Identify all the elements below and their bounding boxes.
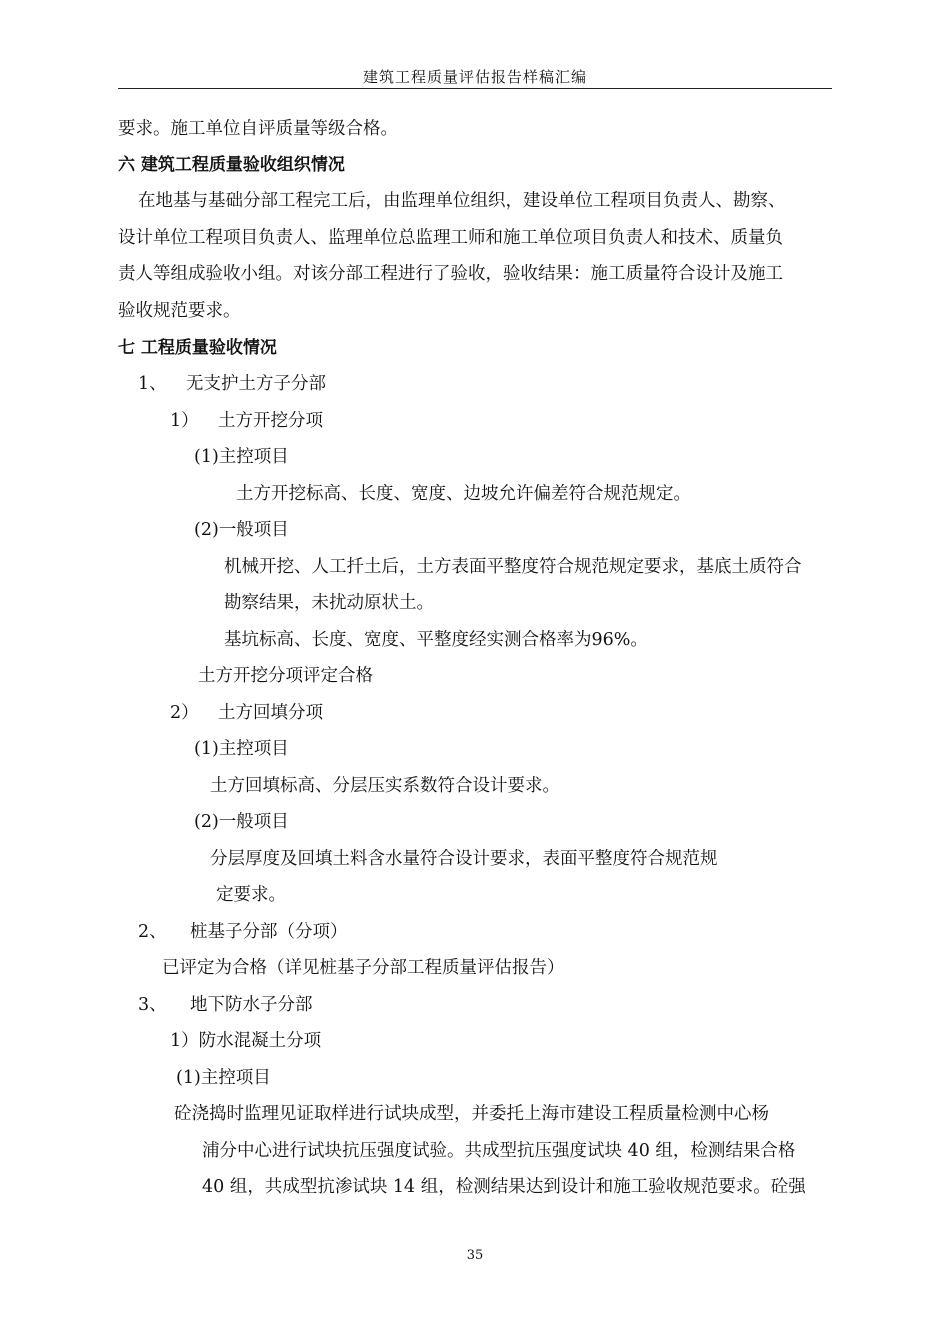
page-number: 35 [466, 1248, 484, 1263]
item-number: 2） [170, 703, 199, 723]
header-rule [118, 88, 832, 89]
body-line: 40 组，共成型抗渗试块 14 组，检测结果达到设计和施工验收规范要求。砼强 [202, 1177, 806, 1197]
item-number: 1） [170, 411, 199, 431]
item-title: 无支护土方子分部 [186, 374, 326, 394]
item-title: 桩基子分部（分项） [190, 922, 348, 942]
body-line: 砼浇捣时监理见证取样进行试块成型，并委托上海市建设工程质量检测中心杨 [174, 1104, 769, 1124]
body-line: 机械开挖、人工扦土后，土方表面平整度符合规范规定要求，基底土质符合 [224, 557, 802, 577]
sub-heading: (1)主控项目 [194, 739, 289, 759]
body-line: 已评定为合格（详见桩基子分部工程质量评估报告） [162, 958, 565, 978]
sub-heading: (1)主控项目 [176, 1068, 271, 1088]
section-heading-6: 六 建筑工程质量验收组织情况 [118, 155, 345, 175]
item-number: 3、 [138, 995, 167, 1015]
body-line: 浦分中心进行试块抗压强度试验。共成型抗压强度试块 40 组，检测结果合格 [202, 1141, 796, 1161]
body-line: 分层厚度及回填土料含水量符合设计要求，表面平整度符合规范规 [210, 849, 718, 869]
item-title: 土方开挖分项 [218, 411, 323, 431]
body-line: 土方回填标高、分层压实系数符合设计要求。 [210, 776, 560, 796]
sub-heading: (2)一般项目 [194, 520, 289, 540]
body-line: 土方开挖分项评定合格 [198, 666, 373, 686]
item-title: 土方回填分项 [218, 703, 323, 723]
body-line: 设计单位工程项目负责人、监理单位总监理工师和施工单位项目负责人和技术、质量负 [118, 228, 783, 248]
body-line: 土方开挖标高、长度、宽度、边坡允许偏差符合规范规定。 [236, 484, 691, 504]
running-header: 建筑工程质量评估报告样稿汇编 [362, 68, 587, 86]
body-line: 责人等组成验收小组。对该分部工程进行了验收，验收结果：施工质量符合设计及施工 [118, 264, 783, 284]
body-line: 在地基与基础分部工程完工后，由监理单位组织，建设单位工程项目负责人、勘察、 [138, 191, 786, 211]
body-line: 基坑标高、长度、宽度、平整度经实测合格率为96%。 [224, 630, 648, 650]
sub-heading: (1)主控项目 [194, 447, 289, 467]
sub-heading: (2)一般项目 [194, 812, 289, 832]
item-title: 1）防水混凝土分项 [170, 1031, 322, 1051]
item-number: 2、 [138, 922, 167, 942]
section-heading-7: 七 工程质量验收情况 [118, 338, 277, 358]
body-line: 定要求。 [216, 885, 286, 905]
item-title: 地下防水子分部 [190, 995, 313, 1015]
body-line: 要求。施工单位自评质量等级合格。 [118, 119, 398, 139]
body-line: 勘察结果，未扰动原状土。 [224, 593, 434, 613]
item-number: 1、 [138, 374, 167, 394]
body-line: 验收规范要求。 [118, 301, 241, 321]
